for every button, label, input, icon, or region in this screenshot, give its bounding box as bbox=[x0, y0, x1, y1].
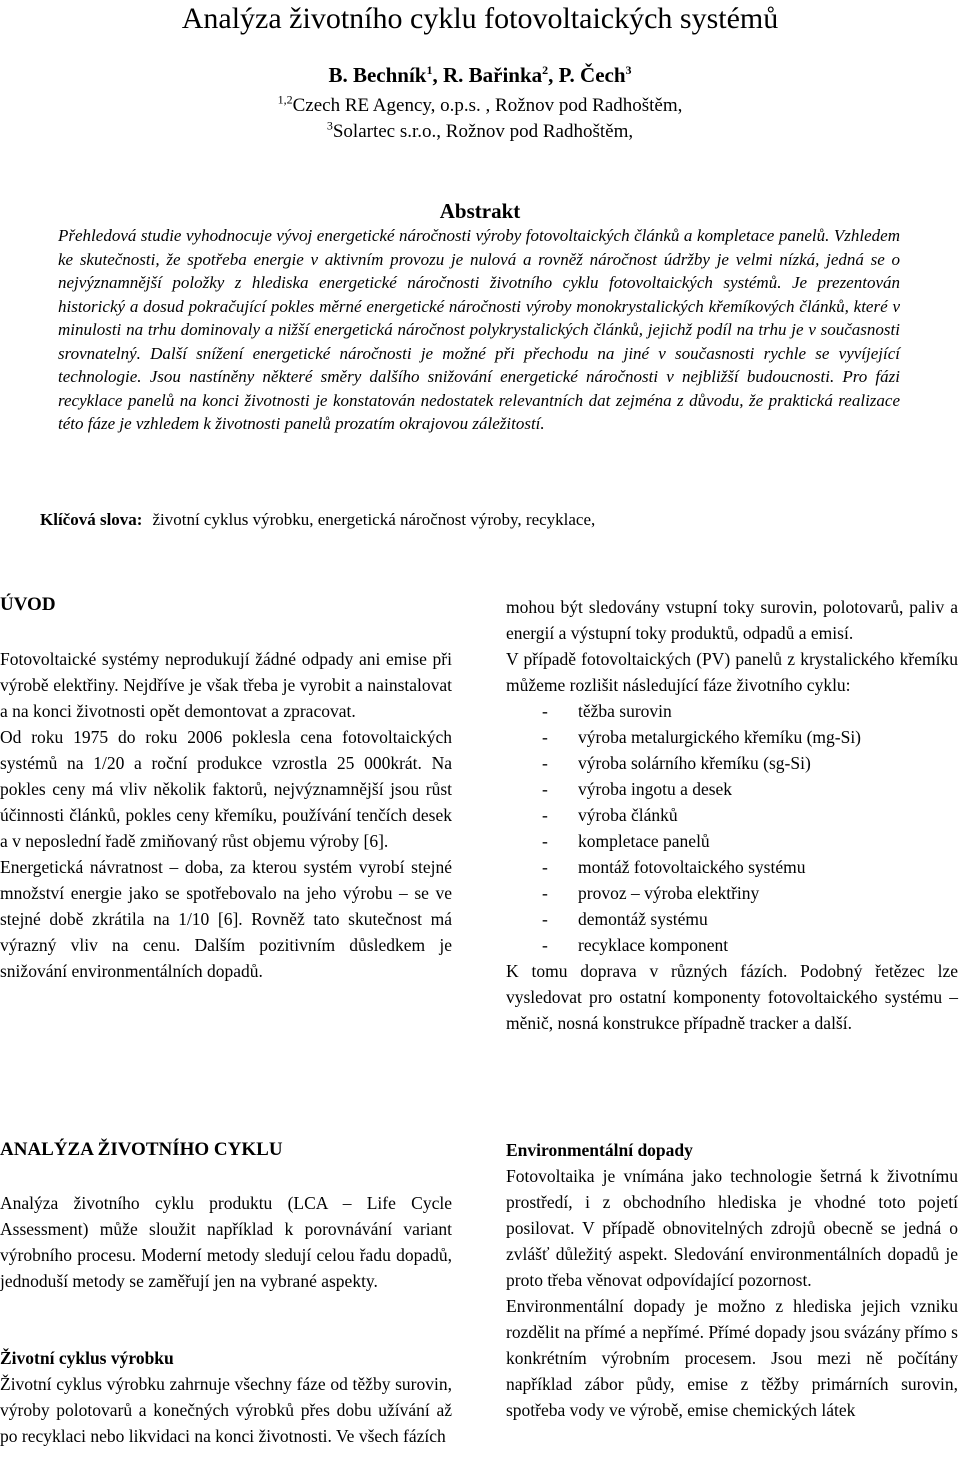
author-name: P. Čech bbox=[558, 63, 626, 87]
lca-section bbox=[0, 1137, 452, 1163]
lca-heading: ANALÝZA ŽIVOTNÍHO CYKLU bbox=[0, 1139, 283, 1160]
affiliation bbox=[0, 118, 960, 143]
keywords bbox=[40, 509, 940, 531]
list-bullet: - bbox=[542, 935, 548, 955]
list-item-text: výroba solárního křemíku (sg-Si) bbox=[578, 753, 811, 773]
paragraph: Energetická návratnost – doba, za kterou systém vyrobí stejné množství energie jako se spotřebovalo na jeho výrobu – se ve stejné době zkrátila na 1/10 [6]. Rovněž tato skutečnost má výrazný vliv na cenu. Dalším pozitivním důsledkem je snižování environmentálních dopadů. bbox=[0, 857, 452, 981]
author-affiliation-mark: 3 bbox=[625, 63, 632, 77]
paragraph: Environmentální dopady je možno z hlediska jejich vzniku rozdělit na přímé a nepřímé. Přímé dopady jsou svázány přímo s konkrétním výrobním procesem. Jsou mezi ně počítány například zábor půdy, emise z těžby primárních surovin, spotřeba vody ve výrobě, emise chemických látek bbox=[506, 1296, 958, 1420]
list-item bbox=[506, 724, 958, 750]
list-item bbox=[506, 698, 958, 724]
paragraph: V případě fotovoltaických (PV) panelů z krystalického křemíku můžeme rozlišit následující fáze životního cyklu: bbox=[506, 649, 958, 695]
lifecycle-phase-list bbox=[506, 698, 958, 958]
author-list: B. Bechník$^1$, R. Bařinka$^2$, P. Čech$^3$ bbox=[328, 63, 632, 87]
list-item bbox=[506, 750, 958, 776]
lifecycle-heading: Životní cyklus výrobku bbox=[0, 1348, 174, 1368]
abstract-heading: Abstrakt bbox=[439, 199, 521, 223]
lifecycle-section bbox=[0, 1345, 452, 1449]
list-item-text: montáž fotovoltaického systému bbox=[578, 857, 806, 877]
list-item bbox=[506, 828, 958, 854]
author-affiliation-mark: 2 bbox=[542, 63, 549, 77]
keywords-label: Klíčová slova: bbox=[40, 510, 143, 529]
paragraph: Životní cyklus výrobku zahrnuje všechny fáze od těžby surovin, výroby polotovarů a konečných výrobků přes dobu užívání až po recyklaci nebo likvidaci na konci životnosti. Ve všech fázích bbox=[0, 1374, 452, 1446]
list-item bbox=[506, 906, 958, 932]
list-item bbox=[506, 932, 958, 958]
paragraph: Fotovoltaika je vnímána jako technologie šetrná k životnímu prostředí, i z obchodního hlediska je vhodné toto pojetí posilovat. V případě obnovitelných zdrojů obecně se jedná o zvlášť důležitý aspekt. Sledování environmentálních dopadů je proto třeba věnovat odpovídající pozornost. bbox=[506, 1166, 958, 1290]
affiliation-text: Czech RE Agency, o.p.s. , Rožnov pod Radhoštěm, bbox=[292, 95, 683, 116]
list-item bbox=[506, 776, 958, 802]
list-bullet: - bbox=[542, 805, 548, 825]
list-bullet: - bbox=[542, 831, 548, 851]
list-item-text: výroba metalurgického křemíku (mg-Si) bbox=[578, 727, 862, 747]
list-bullet: - bbox=[542, 701, 548, 721]
list-item-text: recyklace komponent bbox=[578, 935, 729, 955]
list-item-text: provoz – výroba elektřiny bbox=[578, 883, 760, 903]
list-item-text: výroba ingotu a desek bbox=[578, 779, 733, 799]
list-item bbox=[506, 880, 958, 906]
paragraph: Od roku 1975 do roku 2006 poklesla cena fotovoltaických systémů na 1/20 a roční produkce vzrostla 25 000krát. Na pokles ceny má vliv několik faktorů, nejvýznamnější jsou růst účinnosti článků, pokles ceny křemíku, používání tenčích desek a v neposlední řadě zmiňovaný růst objemu výroby [6]. bbox=[0, 727, 452, 851]
author-affiliation-mark: 1 bbox=[426, 63, 433, 77]
right-column bbox=[506, 594, 958, 1036]
list-item-text: demontáž systému bbox=[578, 909, 708, 929]
list-bullet: - bbox=[542, 883, 548, 903]
list-item bbox=[506, 854, 958, 880]
keywords-text: životní cyklus výrobku, energetická náročnost výroby, recyklace, bbox=[152, 510, 596, 529]
environment-section bbox=[506, 1137, 958, 1423]
author-name: B. Bechník bbox=[328, 63, 427, 87]
list-item-text: výroba článků bbox=[578, 805, 678, 825]
list-bullet: - bbox=[542, 909, 548, 929]
paper-title: Analýza životního cyklu fotovoltaických systémů bbox=[181, 2, 779, 35]
abstract-text: Přehledová studie vyhodnocuje vývoj energetické náročnosti výroby fotovoltaických článků a kompletace panelů. Vzhledem ke skutečnosti, že spotřeba energie v aktivním provozu je nulová a rovněž náročnost údržby je velmi nízká, jedná se o nejvýznamnější položky z hlediska energetické náročnosti životního cyklu fotovoltaických systémů. Je prezentován historický a dosud pokračující pokles měrné energetické náročnosti výroby monokrystalických křemíkových článků, které v minulosti na trhu dominovaly a nižší energetická náročnost polykrystalických článků, jejichž podíl na trhu je v současnosti srovnatelný. Další snížení energetické náročnosti je možné při přechodu na jiné v současnosti rychle se vyvíjející technologie. Jsou nastíněny některé směry dalšího snižování energetické náročnosti v nejbližší budoucnosti. Pro fázi recyklace panelů na konci životnosti je konstatován nedostatek relevantních dat zejména z důvodu, že praktická realizace této fáze je vzhledem k životnosti panelů prozatím okrajovou záležitostí. bbox=[58, 226, 900, 433]
lca-body bbox=[0, 1190, 452, 1294]
affiliation-mark: 3 bbox=[326, 118, 333, 133]
environment-heading: Environmentální dopady bbox=[506, 1140, 693, 1160]
affiliation bbox=[0, 92, 960, 117]
list-bullet: - bbox=[542, 779, 548, 799]
affiliation-text: Solartec s.r.o., Rožnov pod Radhoštěm, bbox=[332, 121, 634, 142]
affiliation-mark: 1,2 bbox=[277, 92, 293, 107]
list-item bbox=[506, 802, 958, 828]
list-bullet: - bbox=[542, 727, 548, 747]
list-bullet: - bbox=[542, 857, 548, 877]
author-name: R. Bařinka bbox=[442, 63, 543, 87]
intro-section bbox=[0, 646, 452, 984]
intro-heading: ÚVOD bbox=[0, 594, 56, 615]
paragraph: K tomu doprava v různých fázích. Podobný řetězec lze vysledovat pro ostatní komponenty fotovoltaického systému – měnič, nosná konstrukce případně tracker a další. bbox=[506, 961, 958, 1033]
list-bullet: - bbox=[542, 753, 548, 773]
list-item-text: těžba surovin bbox=[578, 701, 672, 721]
paragraph: Analýza životního cyklu produktu (LCA – Life Cycle Assessment) může sloužit například k porovnávání variant výrobního procesu. Moderní metody sledují celou řadu dopadů, jednoduší metody se zaměřují jen na vybrané aspekty. bbox=[0, 1193, 452, 1291]
paragraph: Fotovoltaické systémy neprodukují žádné odpady ani emise při výrobě elektřiny. Nejdříve je však třeba je vyrobit a nainstalovat a na konci životnosti opět demontovat a zpracovat. bbox=[0, 649, 452, 721]
left-column bbox=[0, 592, 452, 618]
list-item-text: kompletace panelů bbox=[578, 831, 710, 851]
paragraph: mohou být sledovány vstupní toky surovin, polotovarů, paliv a energií a výstupní toky produktů, odpadů a emisí. bbox=[506, 597, 958, 643]
